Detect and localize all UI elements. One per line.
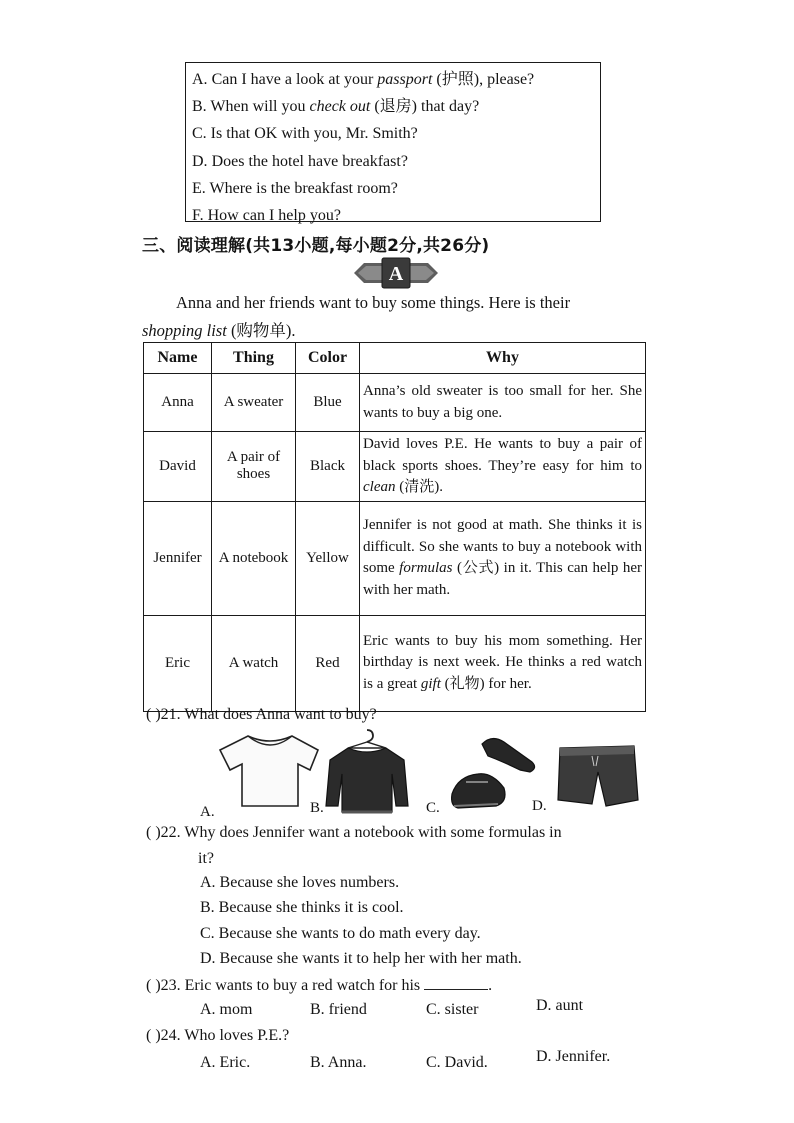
cell-name: Anna bbox=[144, 374, 212, 432]
q22-option-b[interactable]: B. Because she thinks it is cool. bbox=[200, 899, 404, 916]
q24-option-a[interactable]: A. Eric. bbox=[200, 1054, 251, 1071]
q22-option-a[interactable]: A. Because she loves numbers. bbox=[200, 874, 400, 891]
table-row bbox=[144, 432, 646, 502]
answer-paren[interactable]: ( ) bbox=[146, 977, 161, 994]
header-color: Color bbox=[296, 343, 360, 374]
pic-label-c[interactable]: C. bbox=[426, 800, 440, 816]
table-row bbox=[144, 615, 646, 711]
q24-option-b[interactable]: B. Anna. bbox=[310, 1054, 367, 1071]
question-23: ( )23. Eric wants to buy a red watch for his . bbox=[146, 977, 493, 994]
answer-paren[interactable]: ( ) bbox=[146, 824, 161, 841]
cell-color: Red bbox=[296, 615, 360, 711]
option-b: B. When will you check out (退房) that day? bbox=[192, 98, 480, 116]
question-21-pictures bbox=[200, 728, 650, 820]
cell-name: David bbox=[144, 432, 212, 502]
table-row bbox=[144, 501, 646, 615]
cell-color: Blue bbox=[296, 374, 360, 432]
table-header-row bbox=[144, 343, 646, 374]
section-heading: 三、阅读理解(共13小题,每小题2分,共26分) bbox=[142, 236, 490, 256]
cell-color: Yellow bbox=[296, 501, 360, 615]
cell-color: Black bbox=[296, 432, 360, 502]
header-why: Why bbox=[360, 343, 646, 374]
q24-option-d[interactable]: D. Jennifer. bbox=[536, 1048, 611, 1065]
cell-why: Jennifer is not good at math. She thinks it is difficult. So she wants to buy a notebook with some formulas (公式) in it. This can help her with her math. bbox=[360, 501, 646, 615]
pic-label-d[interactable]: D. bbox=[532, 798, 547, 814]
question-22-continued: it? bbox=[198, 850, 214, 867]
part-a-banner bbox=[352, 256, 440, 290]
question-24: ( )24. Who loves P.E.? bbox=[146, 1027, 290, 1044]
shopping-list-table bbox=[143, 342, 645, 702]
q23-option-a[interactable]: A. mom bbox=[200, 1001, 253, 1018]
q23-option-d[interactable]: D. aunt bbox=[536, 997, 584, 1014]
option-e: E. Where is the breakfast room? bbox=[192, 179, 398, 197]
cell-why: Eric wants to buy his mom something. Her birthday is next week. He thinks a red watch is a great gift (礼物) for her. bbox=[360, 615, 646, 711]
header-name: Name bbox=[144, 343, 212, 374]
cell-thing: A notebook bbox=[212, 501, 296, 615]
intro-line-2: shopping list (购物单). bbox=[142, 321, 296, 340]
cell-thing: A watch bbox=[212, 615, 296, 711]
question-22: ( )22. Why does Jennifer want a notebook with some formulas in bbox=[146, 824, 562, 841]
q22-option-c[interactable]: C. Because she wants to do math every day. bbox=[200, 925, 481, 942]
answer-options-box bbox=[185, 62, 601, 225]
cell-name: Eric bbox=[144, 615, 212, 711]
q24-option-c[interactable]: C. David. bbox=[426, 1054, 488, 1071]
q23-option-b[interactable]: B. friend bbox=[310, 1001, 367, 1018]
cell-name: Jennifer bbox=[144, 501, 212, 615]
answer-blank[interactable] bbox=[424, 975, 488, 990]
sports-shoes-icon bbox=[448, 732, 540, 816]
t-shirt-icon bbox=[214, 730, 326, 810]
sweater-icon bbox=[318, 728, 416, 814]
shorts-icon bbox=[552, 742, 642, 812]
intro-line-1: Anna and her friends want to buy some things. Here is their bbox=[176, 293, 571, 312]
option-c: C. Is that OK with you, Mr. Smith? bbox=[192, 125, 418, 143]
cell-thing: A sweater bbox=[212, 374, 296, 432]
option-d: D. Does the hotel have breakfast? bbox=[192, 152, 408, 170]
pic-label-a[interactable]: A. bbox=[200, 804, 215, 820]
q23-option-c[interactable]: C. sister bbox=[426, 1001, 479, 1018]
cell-thing: A pair of shoes bbox=[212, 432, 296, 502]
cell-why: Anna’s old sweater is too small for her. She wants to buy a big one. bbox=[360, 374, 646, 432]
option-f: F. How can I help you? bbox=[192, 207, 341, 225]
table-row bbox=[144, 374, 646, 432]
cell-why: David loves P.E. He wants to buy a pair of black sports shoes. They’re easy for him to clean (清洗). bbox=[360, 432, 646, 502]
answer-paren[interactable]: ( ) bbox=[146, 706, 161, 723]
header-thing: Thing bbox=[212, 343, 296, 374]
answer-paren[interactable]: ( ) bbox=[146, 1027, 161, 1044]
option-a: A. Can I have a look at your passport (护照), please? bbox=[192, 71, 535, 88]
pic-label-b[interactable]: B. bbox=[310, 800, 324, 816]
part-a-label: A bbox=[388, 263, 404, 285]
question-21: ( )21. What does Anna want to buy? bbox=[146, 706, 377, 723]
q22-option-d[interactable]: D. Because she wants it to help her with her math. bbox=[200, 950, 522, 967]
